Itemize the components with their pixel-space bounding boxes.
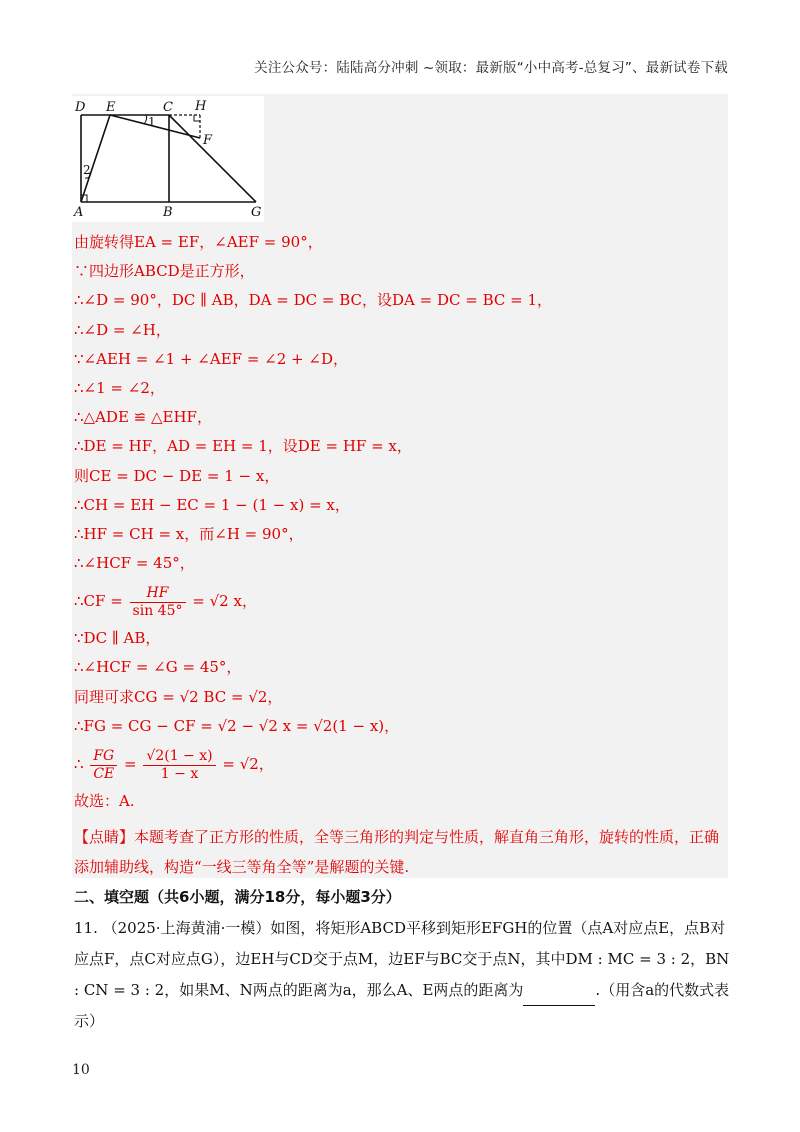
label-F: F <box>203 133 213 148</box>
solution-line: 则CE = DC − DE = 1 − x， <box>74 466 280 485</box>
solution-line: ∴△ADE ≌ △EHF， <box>74 408 212 427</box>
solution-line: 同理可求CG = √2 BC = √2， <box>74 687 283 706</box>
label-C: C <box>163 100 173 115</box>
solution-line: ∴∠HCF = 45°， <box>74 554 195 573</box>
problem-11 <box>74 913 734 1037</box>
ratio-denominator-2: 1 − x <box>160 765 199 782</box>
ratio-prefix: ∴ <box>74 755 84 773</box>
solution-line: ∵四边形ABCD是正方形， <box>74 262 255 281</box>
cf-suffix: = √2 x， <box>192 592 257 611</box>
ratio-denominator-1: CE <box>93 765 115 782</box>
page-number: 10 <box>72 1062 90 1078</box>
ratio-equals: = <box>124 755 137 773</box>
ratio-fraction-1 <box>90 748 117 783</box>
key-point-comment: 【点睛】本题考查了正方形的性质，全等三角形的判定与性质，解直角三角形，旋转的性质，正确添加辅助线，构造“一线三等角全等”是解题的关键. <box>74 828 720 877</box>
solution-line: ∴∠D = ∠H， <box>74 320 171 339</box>
solution-line: ∴∠1 = ∠2， <box>74 378 165 397</box>
ratio-suffix: = √2， <box>222 755 274 773</box>
answer-line: 故选：A. <box>74 792 135 810</box>
label-angle-1: 1 <box>148 115 156 129</box>
problem-text-end: .（用含a的代数式表示） <box>74 981 730 1030</box>
ratio-numerator-2: √2(1 − x) <box>143 748 215 766</box>
label-A: A <box>74 205 84 220</box>
solution-line: ∵∠AEH = ∠1 + ∠AEF = ∠2 + ∠D， <box>74 349 348 368</box>
solution-line: ∴FG = CG − CF = √2 − √2 x = √2(1 − x)， <box>74 716 400 735</box>
solution-line: ∴∠D = 90°，DC ∥ AB，DA = DC = BC，设DA = DC = BC = 1， <box>74 291 553 310</box>
solution-line: ∵DC ∥ AB， <box>74 629 161 648</box>
solution-line: ∴HF = CH = x，而∠H = 90°， <box>74 524 304 543</box>
section-title: 二、填空题（共6小题，满分18分，每小题3分） <box>74 888 401 906</box>
problem-text: 11. （2025·上海黄浦·一模）如图，将矩形ABCD平移到矩形EFGH的位置（点A对应点E，点B对应点F，点C对应点G），边EH与CD交于点M，边EF与BC交于点N，其中DM : MC = 3 : 2，BN : CN = 3 : 2，如果M、N两点的距离为a，那么A、E两点的距离为 <box>74 919 730 999</box>
answer-blank[interactable] <box>523 989 595 1006</box>
solution-block <box>74 228 728 882</box>
geometry-figure <box>72 96 264 222</box>
label-G: G <box>251 205 262 220</box>
cf-denominator: sin 45° <box>132 602 183 619</box>
solution-line: ∴DE = HF，AD = EH = 1，设DE = HF = x， <box>74 437 412 456</box>
label-angle-2: 2 <box>83 163 91 177</box>
solution-line: ∴∠HCF = ∠G = 45°， <box>74 658 242 677</box>
solution-line: 由旋转得EA = EF，∠AEF = 90°， <box>74 233 323 251</box>
label-H: H <box>195 99 207 114</box>
label-D: D <box>75 100 86 115</box>
page-header: 关注公众号：陆陆高分冲刺 ~领取：最新版“小中高考-总复习”、最新试卷下载 <box>254 60 728 76</box>
label-B: B <box>163 205 173 220</box>
ratio-equation <box>74 741 728 787</box>
solution-line: ∴CH = EH − EC = 1 − (1 − x) = x， <box>74 495 350 514</box>
label-E: E <box>106 100 116 115</box>
ratio-numerator-1: FG <box>90 748 117 766</box>
ratio-fraction-2 <box>143 748 215 783</box>
cf-numerator: HF <box>130 585 186 603</box>
cf-equation <box>74 578 728 624</box>
cf-prefix: ∴CF = <box>74 592 123 611</box>
cf-fraction <box>130 585 186 620</box>
